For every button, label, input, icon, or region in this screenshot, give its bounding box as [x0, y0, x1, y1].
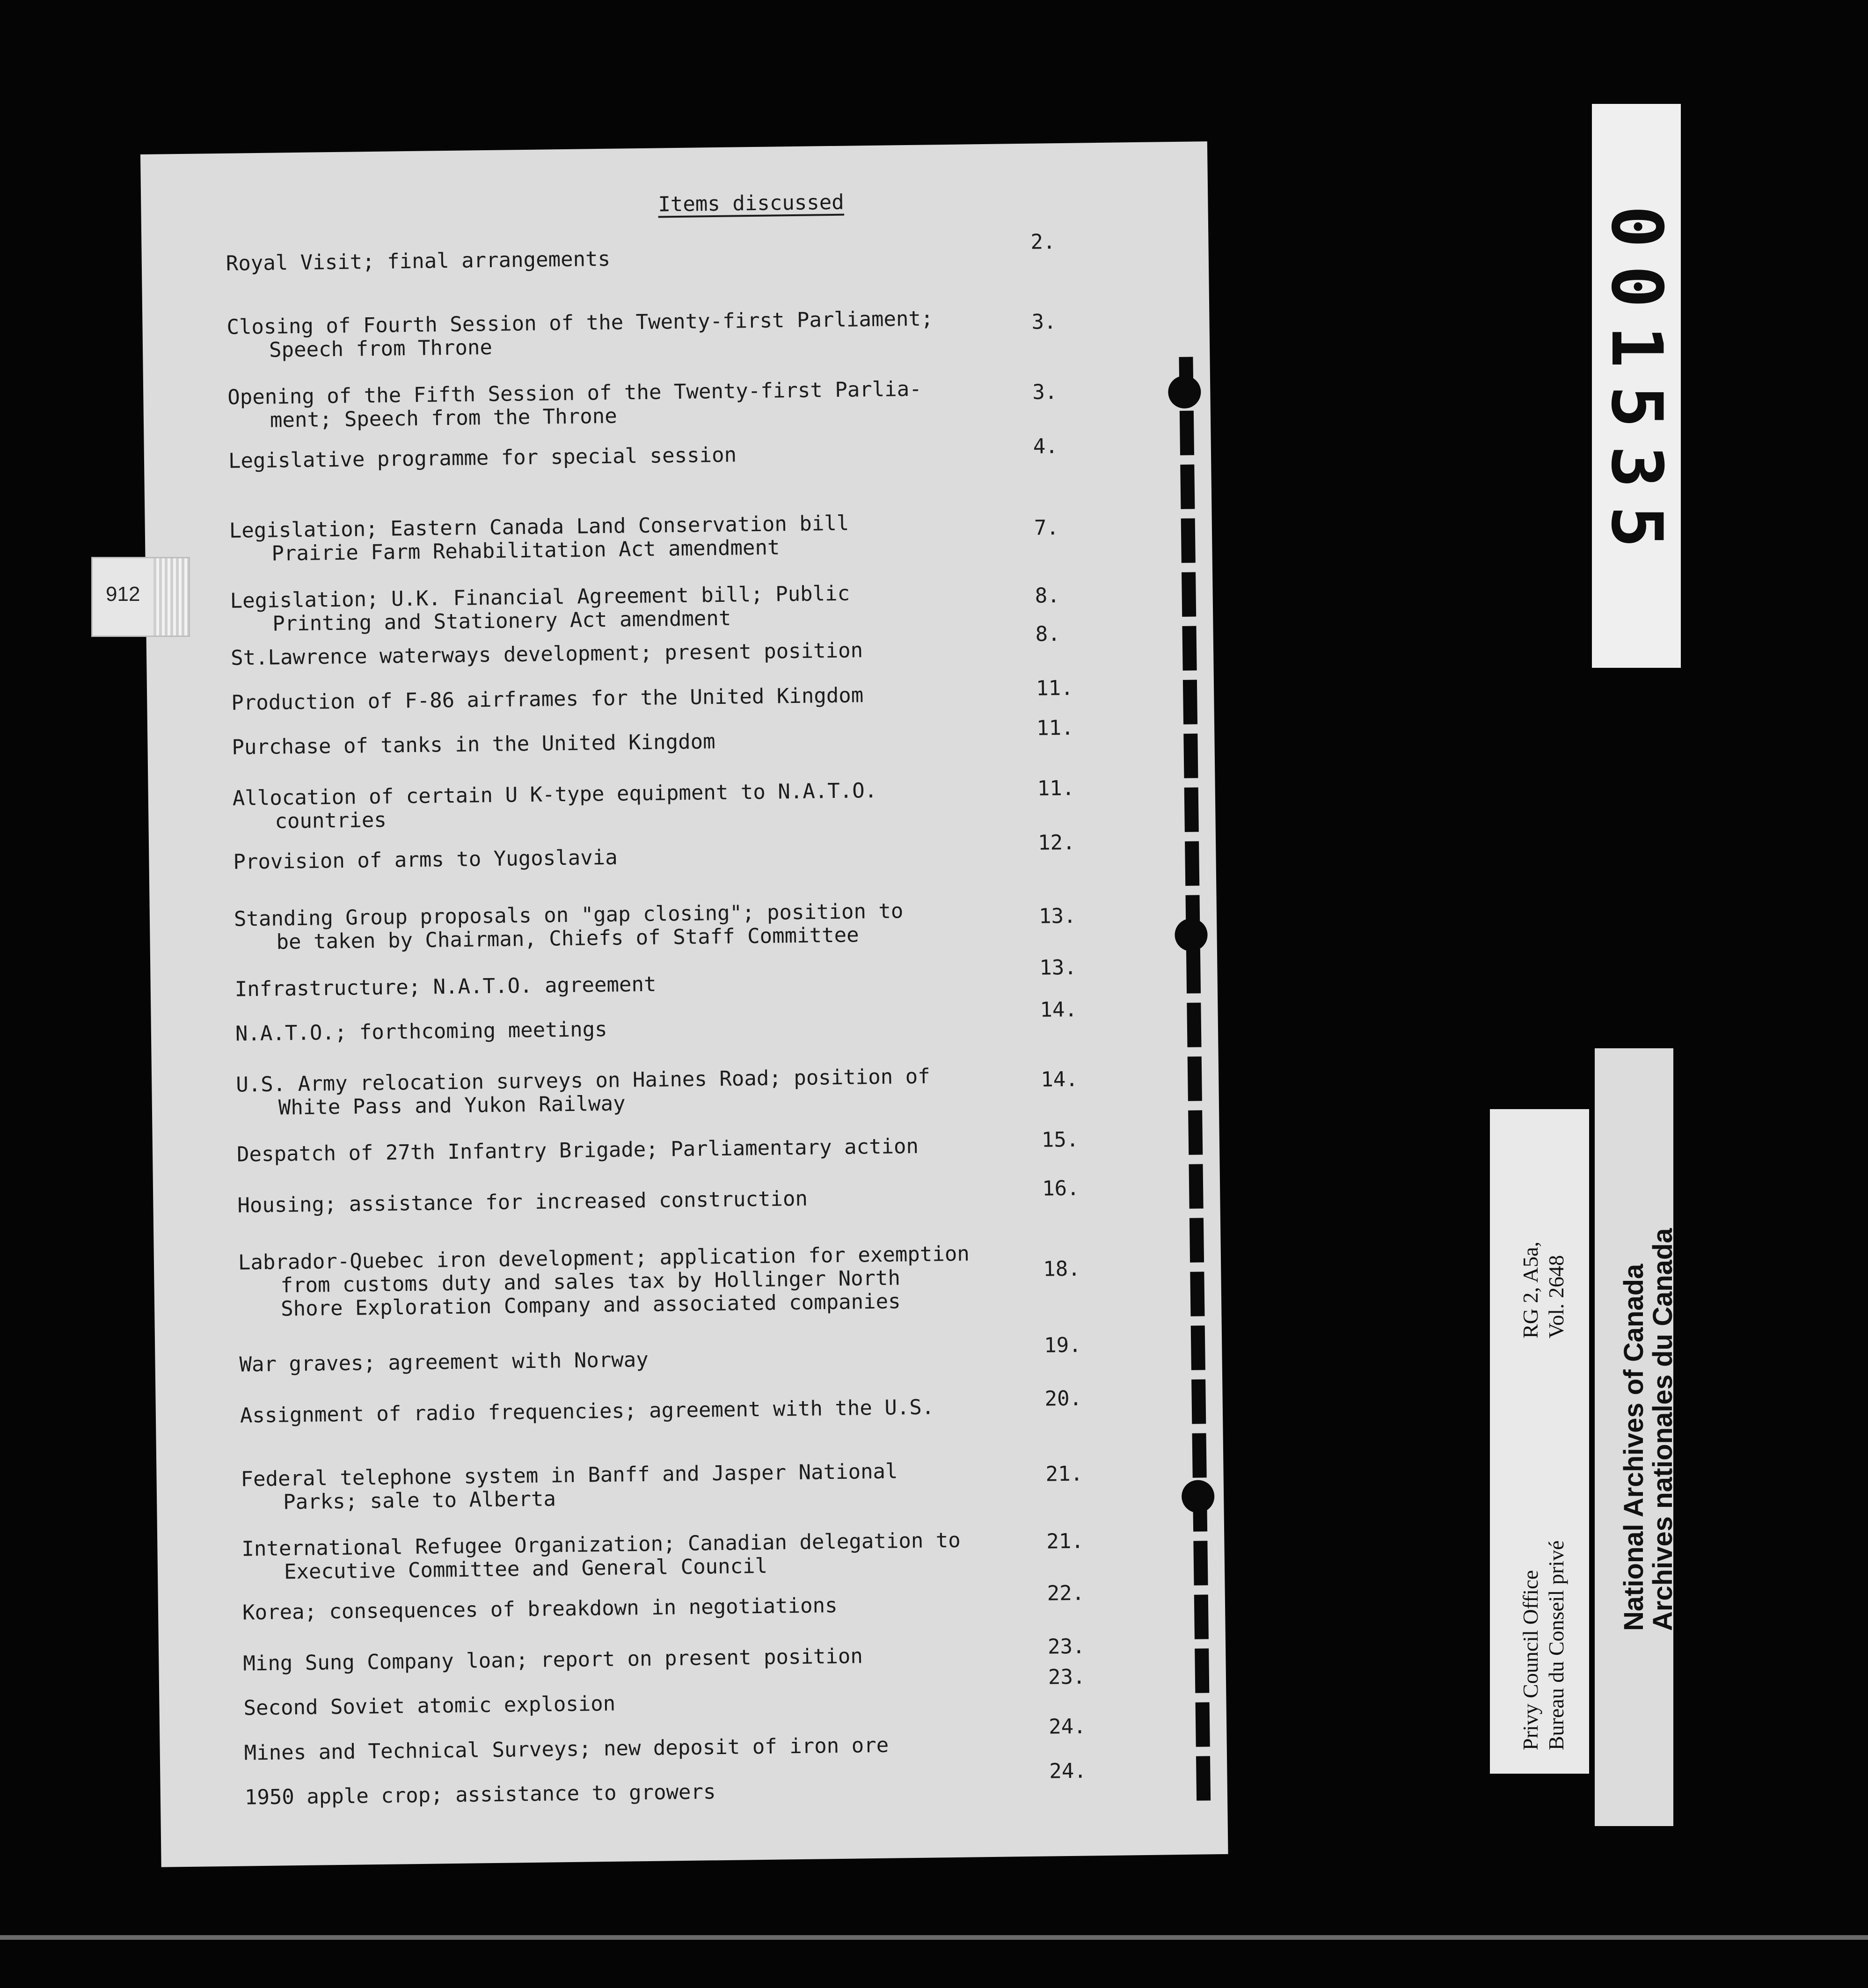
agenda-item-text: 1950 apple crop; assistance to growers — [244, 1780, 716, 1810]
agenda-item-text: Provision of arms to Yugoslavia — [233, 845, 618, 874]
agenda-item-page: 19. — [1043, 1333, 1082, 1358]
agenda-item-page: 7. — [1034, 516, 1059, 541]
agenda-item-page: 23. — [1048, 1665, 1086, 1689]
binding-dash — [1185, 841, 1199, 885]
agenda-item-page: 16. — [1042, 1176, 1080, 1201]
archive-reference-card — [1490, 1109, 1589, 1774]
binding-dash — [1181, 519, 1196, 563]
volume-number: Vol. 2648 — [1544, 1255, 1568, 1338]
binding-hole — [1168, 375, 1201, 409]
binding-hole — [1182, 1480, 1215, 1513]
archives-name-en: National Archives of Canada — [1619, 1264, 1649, 1631]
binding-dash — [1180, 465, 1195, 509]
agenda-item-page: 2. — [1030, 230, 1056, 254]
agenda-item — [226, 304, 1186, 362]
binding-dash — [1187, 1002, 1201, 1047]
agenda-item-text: Allocation of certain U K-type equipment to N.A.T.O. countries — [232, 778, 877, 833]
agenda-item-page: 12. — [1037, 830, 1075, 855]
agenda-item — [231, 676, 1190, 715]
agenda-item-text: Second Soviet atomic explosion — [243, 1692, 616, 1720]
agenda-item-page: 15. — [1041, 1127, 1079, 1152]
binding-dash — [1189, 1218, 1204, 1262]
agenda-item-text: Assignment of radio frequencies; agreement with the U.S. — [240, 1395, 934, 1428]
agenda-item-text: Legislative programme for special session — [228, 443, 737, 473]
agenda-item-text: Standing Group proposals on "gap closing"; position to be taken by Chairman, Chiefs of Staff Committee — [234, 899, 904, 954]
agenda-item-page: 13. — [1038, 904, 1076, 928]
binding-dash — [1182, 572, 1196, 617]
agenda-item — [229, 508, 1189, 566]
agenda-item — [232, 716, 1191, 760]
agenda-item — [228, 434, 1188, 473]
agenda-item-page: 20. — [1044, 1386, 1082, 1411]
binding-dash — [1194, 1594, 1209, 1639]
agenda-item-page: 24. — [1049, 1759, 1087, 1783]
agenda-item-page: 24. — [1048, 1714, 1086, 1739]
binding-dash — [1193, 1541, 1208, 1585]
agenda-item-text: Closing of Fourth Session of the Twenty-first Parliament; Speech from Throne — [226, 307, 934, 362]
binding-dash — [1183, 733, 1198, 778]
agenda-item — [233, 830, 1192, 874]
office-name-en: Privy Council Office — [1518, 1570, 1542, 1750]
binding-dash — [1195, 1648, 1209, 1693]
binding-dash — [1191, 1379, 1206, 1424]
agenda-item — [241, 1526, 1201, 1584]
binding-dash — [1183, 680, 1197, 724]
agenda-item — [235, 997, 1195, 1046]
agenda-item-text: Opening of the Fifth Session of the Twenty-first Parlia- ment; Speech from the Throne — [227, 377, 922, 432]
binding-dash — [1191, 1325, 1205, 1370]
agenda-item-page: 21. — [1045, 1462, 1083, 1486]
agenda-item-text: Infrastructure; N.A.T.O. agreement — [234, 972, 657, 1001]
agenda-item-page: 8. — [1035, 584, 1060, 608]
agenda-item-text: Royal Visit; final arrangements — [226, 247, 611, 276]
agenda-item — [230, 622, 1190, 671]
agenda-item-text: Federal telephone system in Banff and Jasper National Parks; sale to Alberta — [241, 1459, 898, 1514]
agenda-item — [239, 1333, 1198, 1377]
agenda-item-text: Housing; assistance for increased construction — [237, 1186, 808, 1218]
agenda-item-page: 22. — [1047, 1581, 1085, 1606]
agenda-item-page: 13. — [1039, 955, 1077, 980]
agenda-item — [237, 1176, 1197, 1218]
agenda-item — [232, 775, 1192, 833]
agenda-item — [242, 1581, 1202, 1625]
agenda-item-text: Despatch of 27th Infantry Brigade; Parliamentary action — [236, 1134, 919, 1167]
binding-dash — [1188, 1110, 1203, 1155]
document-page — [140, 141, 1228, 1867]
agenda-item — [240, 1386, 1199, 1428]
agenda-item — [238, 1240, 1197, 1321]
page-title: Items discussed — [658, 190, 845, 217]
agenda-item-page: 14. — [1040, 997, 1078, 1022]
agenda-item — [244, 1759, 1204, 1810]
agenda-item-text: Korea; consequences of breakdown in negotiations — [242, 1593, 838, 1625]
binding-dash — [1184, 787, 1199, 832]
agenda-item — [234, 955, 1194, 1001]
agenda-item-text: Purchase of tanks in the United Kingdom — [232, 729, 715, 760]
agenda-item-text: St.Lawrence waterways development; present position — [230, 638, 863, 671]
binding-dash — [1192, 1433, 1207, 1477]
binding-dash — [1196, 1756, 1211, 1800]
agenda-item-page: 23. — [1047, 1634, 1085, 1659]
agenda-item-text: Labrador-Quebec iron development; application for exemption from customs duty and sales tax by Hollinger North Shore Exploration Company and associated companies — [238, 1242, 970, 1321]
binding-dash — [1196, 1702, 1210, 1747]
frame-number: 001535 — [1596, 205, 1677, 566]
agenda-item-text: Ming Sung Company loan; report on present position — [243, 1644, 863, 1676]
agenda-item-page: 21. — [1046, 1529, 1084, 1554]
agenda-item-page: 3. — [1032, 380, 1058, 404]
agenda-item — [243, 1634, 1202, 1676]
tab-number: 912 — [106, 583, 140, 606]
archives-name-fr: Archives nationales du Canada — [1648, 1228, 1678, 1631]
binding-dash — [1190, 1272, 1204, 1316]
agenda-item — [234, 896, 1193, 954]
page-tab — [91, 557, 190, 637]
agenda-item — [244, 1714, 1203, 1765]
agenda-item — [235, 1061, 1195, 1120]
agenda-item — [227, 374, 1187, 432]
binding-dash — [1182, 626, 1197, 671]
agenda-item-text: Production of F-86 airframes for the United Kingdom — [231, 683, 864, 715]
agenda-item-page: 8. — [1035, 622, 1060, 647]
microfilm-border — [0, 1935, 1868, 1940]
agenda-item-page: 11. — [1037, 776, 1075, 801]
agenda-item-page: 14. — [1040, 1067, 1079, 1092]
tab-stripe — [153, 558, 189, 636]
agenda-item-text: N.A.T.O.; forthcoming meetings — [235, 1017, 607, 1046]
agenda-item-text: Legislation; U.K. Financial Agreement bill; Public Printing and Stationery Act amendment — [230, 581, 850, 636]
agenda-item-text: War graves; agreement with Norway — [239, 1347, 649, 1377]
frame-number-card — [1592, 104, 1681, 668]
agenda-item-text: Legislation; Eastern Canada Land Conservation bill Prairie Farm Rehabilitation Act amendment — [229, 511, 849, 566]
agenda-item-page: 4. — [1033, 434, 1058, 459]
record-group: RG 2, A5a, — [1518, 1242, 1542, 1338]
agenda-item-text: Mines and Technical Surveys; new deposit of iron ore — [244, 1733, 889, 1765]
office-name-fr: Bureau du Conseil privé — [1544, 1540, 1568, 1750]
agenda-item — [230, 578, 1189, 636]
agenda-item-page: 3. — [1031, 310, 1057, 334]
agenda-item-page: 18. — [1043, 1257, 1081, 1281]
agenda-item — [241, 1456, 1200, 1514]
agenda-item — [226, 230, 1185, 276]
archives-name-card — [1595, 1048, 1678, 1826]
agenda-item-page: 11. — [1036, 676, 1073, 701]
agenda-item-text: U.S. Army relocation surveys on Haines Road; position of White Pass and Yukon Railway — [235, 1064, 930, 1120]
binding-hole — [1175, 918, 1208, 951]
binding-dash — [1189, 1164, 1204, 1208]
binder-edge — [1172, 357, 1218, 1808]
binding-dash — [1186, 949, 1201, 993]
agenda-item — [243, 1665, 1203, 1720]
binding-dash — [1180, 411, 1194, 455]
agenda-item-page: 11. — [1036, 716, 1074, 740]
agenda-item — [236, 1127, 1196, 1167]
binding-dash — [1188, 1056, 1202, 1101]
agenda-item-text: International Refugee Organization; Canadian delegation to Executive Committee and General Council — [241, 1528, 961, 1584]
